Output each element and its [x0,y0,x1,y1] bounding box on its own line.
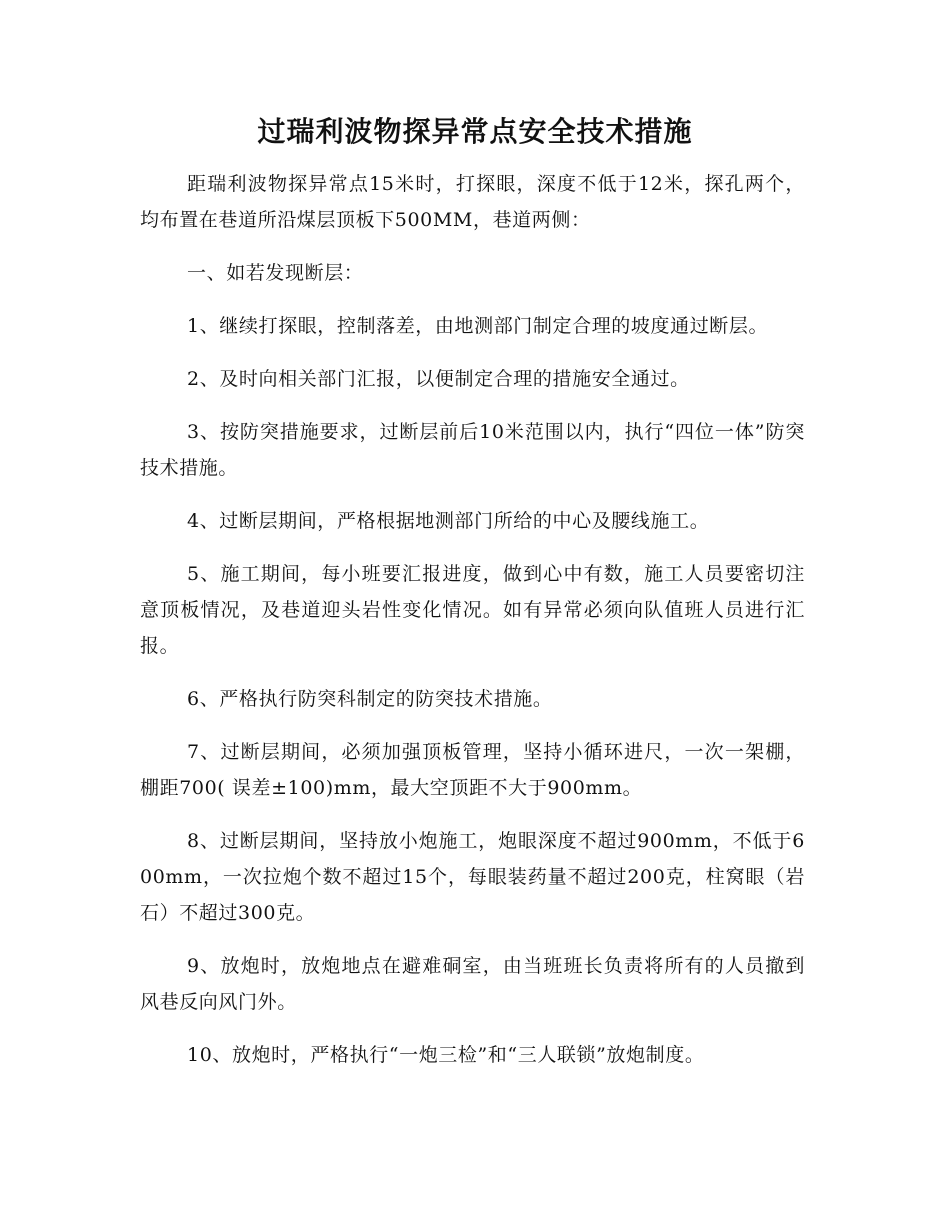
paragraph: 一、如若发现断层： [187,262,364,284]
paragraph: 7、过断层期间，必须加强顶板管理，坚持小循环进尺，一次一架棚，棚距700( 误差±100)mm，最大空顶距不大于900mm。 [140,741,805,799]
paragraph: 6、严格执行防突科制定的防突技术措施。 [187,688,553,710]
paragraph: 2、及时向相关部门汇报，以便制定合理的措施安全通过。 [187,368,690,390]
paragraph: 距瑞利波物探异常点15米时，打探眼，深度不低于12米，探孔两个，均布置在巷道所沿煤层顶板下500MM，巷道两侧： [140,173,805,231]
paragraph: 1、继续打探眼，控制落差，由地测部门制定合理的坡度通过断层。 [187,315,769,337]
document-body [140,166,805,1090]
paragraph: 8、过断层期间，坚持放小炮施工，炮眼深度不超过900mm，不低于600mm，一次拉炮个数不超过15个，每眼装药量不超过200克，柱窝眼（岩石）不超过300克。 [140,830,805,924]
paragraph: 9、放炮时，放炮地点在避难硐室，由当班班长负责将所有的人员撤到风巷反向风门外。 [140,955,805,1013]
document-title: 过瑞利波物探异常点安全技术措施 [257,115,693,148]
paragraph: 4、过断层期间，严格根据地测部门所给的中心及腰线施工。 [187,510,710,532]
paragraph: 5、施工期间，每小班要汇报进度，做到心中有数，施工人员要密切注意顶板情况，及巷道迎头岩性变化情况。如有异常必须向队值班人员进行汇报。 [140,563,805,657]
paragraph: 10、放炮时，严格执行“一炮三检”和“三人联锁”放炮制度。 [187,1044,705,1066]
paragraph: 3、按防突措施要求，过断层前后10米范围以内，执行“四位一体”防突技术措施。 [140,421,805,479]
